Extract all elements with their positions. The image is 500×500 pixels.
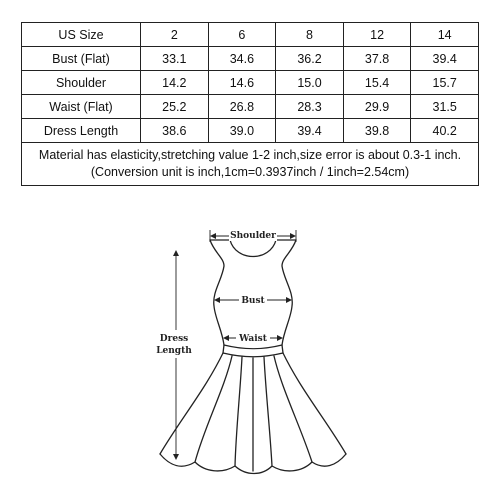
header-cell: US Size: [22, 23, 141, 47]
table-cell: 39.8: [343, 119, 411, 143]
table-cell: 26.8: [208, 95, 276, 119]
length-label-line2: Length: [156, 346, 192, 356]
table-cell: 40.2: [411, 119, 479, 143]
table-cell: 33.1: [141, 47, 209, 71]
bust-label: Bust: [241, 296, 265, 306]
elasticity-note: Material has elasticity,stretching value 1-2 inch,size error is about 0.3-1 inch.: [38, 148, 462, 162]
row-label: Shoulder: [22, 71, 141, 95]
header-cell: 6: [208, 23, 276, 47]
conversion-note: (Conversion unit is inch,1cm=0.3937inch / 1inch=2.54cm): [90, 165, 410, 179]
row-label: Bust (Flat): [22, 47, 141, 71]
table-cell: 29.9: [343, 95, 411, 119]
shoulder-label: Shoulder: [230, 231, 276, 241]
waist-measure: [223, 332, 283, 344]
table-cell: 31.5: [411, 95, 479, 119]
table-cell: 39.4: [411, 47, 479, 71]
length-label-line1: Dress: [159, 334, 189, 344]
length-measure: [156, 250, 192, 460]
header-cell: 8: [276, 23, 344, 47]
table-cell: 14.6: [208, 71, 276, 95]
header-cell: 14: [411, 23, 479, 47]
header-cell: 12: [343, 23, 411, 47]
row-label: Waist (Flat): [22, 95, 141, 119]
table-cell: 39.4: [276, 119, 344, 143]
bust-measure: [214, 294, 292, 306]
table-cell: 38.6: [141, 119, 209, 143]
table-cell: 15.7: [411, 71, 479, 95]
header-cell: 2: [141, 23, 209, 47]
table-cell: 15.0: [276, 71, 344, 95]
table-cell: 25.2: [141, 95, 209, 119]
table-cell: 28.3: [276, 95, 344, 119]
row-label: Dress Length: [22, 119, 141, 143]
table-cell: 15.4: [343, 71, 411, 95]
table-cell: 14.2: [141, 71, 209, 95]
table-cell: 36.2: [276, 47, 344, 71]
waist-label: Waist: [239, 334, 267, 344]
table-cell: 39.0: [208, 119, 276, 143]
table-cell: 37.8: [343, 47, 411, 71]
table-cell: 34.6: [208, 47, 276, 71]
